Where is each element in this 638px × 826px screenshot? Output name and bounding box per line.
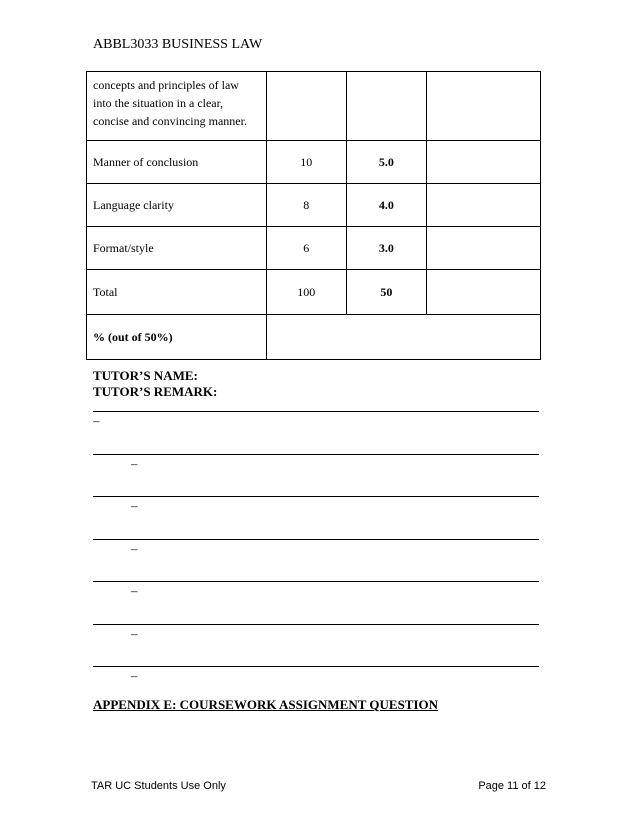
remark-line bbox=[93, 610, 539, 641]
remark-cell bbox=[426, 72, 540, 141]
score-cell: 5.0 bbox=[346, 141, 426, 184]
table-row bbox=[87, 315, 541, 360]
table-row bbox=[87, 227, 541, 270]
remark-cell bbox=[426, 184, 540, 227]
marking-rubric-table bbox=[86, 71, 541, 360]
remark-line bbox=[93, 440, 539, 471]
percent-value-cell bbox=[266, 315, 540, 360]
remark-line bbox=[93, 652, 539, 683]
remark-line-rule bbox=[93, 652, 539, 667]
appendix-heading: APPENDIX E: COURSEWORK ASSIGNMENT QUESTION bbox=[93, 697, 439, 712]
max-mark-cell bbox=[266, 72, 346, 141]
remark-line bbox=[93, 567, 539, 598]
remark-line-tail: – bbox=[131, 626, 138, 641]
remark-line-rule bbox=[93, 482, 539, 497]
score-cell: 3.0 bbox=[346, 227, 426, 270]
remark-line-tail: – bbox=[93, 413, 100, 428]
page-number: Page 11 of 12 bbox=[478, 780, 546, 792]
criteria-cell: Total bbox=[87, 270, 267, 315]
percent-label-cell: % (out of 50%) bbox=[87, 315, 267, 360]
remark-line-rule bbox=[93, 397, 539, 412]
criteria-cell: Manner of conclusion bbox=[87, 141, 267, 184]
score-cell: 50 bbox=[346, 270, 426, 315]
remark-cell bbox=[426, 227, 540, 270]
max-mark-cell: 100 bbox=[266, 270, 346, 315]
remark-line bbox=[93, 482, 539, 513]
tutor-name-label: TUTOR’S NAME: bbox=[93, 368, 198, 383]
criteria-cell: Format/style bbox=[87, 227, 267, 270]
max-mark-cell: 10 bbox=[266, 141, 346, 184]
remark-line-tail: – bbox=[131, 498, 138, 513]
score-cell bbox=[346, 72, 426, 141]
remark-line-tail: – bbox=[131, 583, 138, 598]
table-row bbox=[87, 270, 541, 315]
remark-line-rule bbox=[93, 440, 539, 455]
remark-cell bbox=[426, 270, 540, 315]
score-cell: 4.0 bbox=[346, 184, 426, 227]
tutor-section bbox=[93, 368, 217, 400]
remark-line-tail: – bbox=[131, 456, 138, 471]
tutor-remark-label: TUTOR’S REMARK: bbox=[93, 384, 218, 399]
document-header: ABBL3033 BUSINESS LAW bbox=[93, 37, 263, 52]
remark-line-tail: – bbox=[131, 541, 138, 556]
footer-left-text: TAR UC Students Use Only bbox=[91, 780, 226, 792]
remark-line-rule bbox=[93, 610, 539, 625]
criteria-cell: Language clarity bbox=[87, 184, 267, 227]
remark-line-rule bbox=[93, 525, 539, 540]
criteria-cell: concepts and principles of law into the situation in a clear, concise and convincing manner. bbox=[87, 72, 267, 141]
remark-line-rule bbox=[93, 567, 539, 582]
remark-cell bbox=[426, 141, 540, 184]
table-row bbox=[87, 72, 541, 141]
table-row bbox=[87, 141, 541, 184]
remark-line bbox=[93, 525, 539, 556]
remark-line bbox=[93, 397, 539, 428]
max-mark-cell: 8 bbox=[266, 184, 346, 227]
remark-line-tail: – bbox=[131, 668, 138, 683]
max-mark-cell: 6 bbox=[266, 227, 346, 270]
table-row bbox=[87, 184, 541, 227]
